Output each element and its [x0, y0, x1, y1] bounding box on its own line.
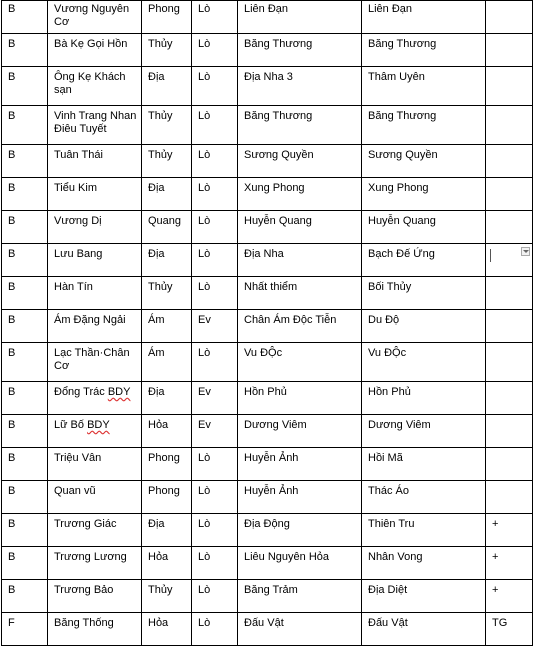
- table-cell[interactable]: [142, 613, 192, 646]
- table-cell[interactable]: [362, 310, 486, 343]
- table-row: [2, 145, 533, 178]
- cell-text: Huyễn Ảnh: [244, 452, 299, 464]
- table-cell[interactable]: [142, 448, 192, 481]
- table-row: [2, 244, 533, 277]
- text-cursor: [490, 249, 491, 262]
- table-cell[interactable]: [486, 106, 533, 145]
- table-cell[interactable]: [142, 514, 192, 547]
- table-cell[interactable]: [238, 178, 362, 211]
- cell-text: B: [8, 149, 16, 161]
- cell-text: B: [8, 215, 16, 227]
- cell-text: Địa Diệt: [368, 584, 408, 596]
- table-cell[interactable]: [48, 67, 142, 106]
- table-cell[interactable]: [238, 310, 362, 343]
- cell-text: Huyễn Quang: [368, 215, 436, 227]
- cell-text: Xung Phong: [244, 182, 305, 194]
- table-cell[interactable]: [238, 244, 362, 277]
- table-cell[interactable]: [238, 145, 362, 178]
- table-cell[interactable]: [142, 211, 192, 244]
- table-cell[interactable]: [142, 244, 192, 277]
- table-cell[interactable]: [142, 382, 192, 415]
- cell-text: B: [8, 281, 16, 293]
- cell-text: Phong: [148, 3, 180, 15]
- cell-text: B: [8, 248, 16, 260]
- table-cell[interactable]: [2, 547, 48, 580]
- table-cell[interactable]: [192, 244, 238, 277]
- cell-text: B: [8, 71, 16, 83]
- table-cell[interactable]: [192, 448, 238, 481]
- cell-text: Nhân Vong: [368, 551, 423, 563]
- table-cell[interactable]: [142, 1, 192, 34]
- cell-text: Ev: [198, 419, 211, 431]
- table-cell[interactable]: [48, 178, 142, 211]
- cell-text: B: [8, 347, 16, 359]
- cell-text: B: [8, 551, 16, 563]
- table-cell[interactable]: [142, 67, 192, 106]
- table-cell[interactable]: [2, 514, 48, 547]
- table-cell[interactable]: [238, 211, 362, 244]
- cell-text: Vương Nguyên Cơ: [54, 3, 130, 28]
- table-row: [2, 277, 533, 310]
- cell-text: Ám: [148, 347, 165, 359]
- table-row: [2, 481, 533, 514]
- table-cell[interactable]: [486, 34, 533, 67]
- table-cell[interactable]: [362, 382, 486, 415]
- spreadsheet-table: [1, 0, 533, 646]
- table-cell[interactable]: [142, 547, 192, 580]
- table-cell[interactable]: [362, 547, 486, 580]
- cell-text: Lò: [198, 617, 211, 629]
- table-cell[interactable]: [486, 514, 533, 547]
- table-cell[interactable]: [2, 244, 48, 277]
- dropdown-arrow-icon[interactable]: [521, 247, 530, 256]
- cell-text: Du Độ: [368, 314, 400, 326]
- table-cell[interactable]: [362, 277, 486, 310]
- table-cell[interactable]: [48, 106, 142, 145]
- cell-text: Lò: [198, 3, 211, 15]
- cell-text: B: [8, 314, 16, 326]
- table-cell[interactable]: [48, 211, 142, 244]
- table-row: [2, 211, 533, 244]
- table-cell[interactable]: [486, 415, 533, 448]
- cell-text: Tuân Thái: [54, 149, 103, 161]
- table-cell[interactable]: [192, 34, 238, 67]
- cell-text: Huyễn Ảnh: [244, 485, 299, 497]
- table-cell[interactable]: [2, 343, 48, 382]
- cell-text: Lò: [198, 38, 211, 50]
- table-cell[interactable]: [238, 34, 362, 67]
- cell-text: +: [492, 584, 499, 596]
- table-cell[interactable]: [48, 547, 142, 580]
- cell-text: Đấu Vật: [244, 617, 284, 629]
- cell-text: Hồn Phủ: [368, 386, 411, 398]
- table-cell[interactable]: [238, 382, 362, 415]
- table-cell[interactable]: [362, 145, 486, 178]
- cell-text: Vu ĐỘc: [244, 347, 283, 359]
- table-cell[interactable]: [2, 106, 48, 145]
- cell-text: Bà Kẹ Gọi Hồn: [54, 38, 128, 50]
- cell-text: B: [8, 518, 16, 530]
- table-row: [2, 178, 533, 211]
- cell-text: Ev: [198, 314, 211, 326]
- cell-text: Lò: [198, 347, 211, 359]
- table-cell[interactable]: [192, 67, 238, 106]
- table-cell[interactable]: [238, 448, 362, 481]
- table-cell[interactable]: [486, 547, 533, 580]
- cell-text: Địa: [148, 71, 165, 83]
- cell-text: Vu ĐỘc: [368, 347, 407, 359]
- table-row: [2, 415, 533, 448]
- cell-text: Thâm Uyên: [368, 71, 425, 83]
- table-cell[interactable]: [48, 415, 142, 448]
- cell-text: Băng Thương: [244, 38, 313, 50]
- cell-text: Thủy: [148, 149, 173, 161]
- table-cell[interactable]: [486, 67, 533, 106]
- table-cell[interactable]: [142, 481, 192, 514]
- cell-text: Chân Ám Độc Tiễn: [244, 314, 337, 326]
- cell-text: Băng Thương: [244, 110, 313, 122]
- table-cell[interactable]: [238, 580, 362, 613]
- table-cell[interactable]: [2, 448, 48, 481]
- table-cell[interactable]: [362, 67, 486, 106]
- cell-text: +: [492, 551, 499, 563]
- cell-text: Lò: [198, 584, 211, 596]
- table-cell[interactable]: [142, 178, 192, 211]
- table-cell[interactable]: [2, 67, 48, 106]
- cell-text: B: [8, 485, 16, 497]
- table-cell[interactable]: [192, 310, 238, 343]
- table-cell[interactable]: [486, 613, 533, 646]
- cell-text: Lưu Bang: [54, 248, 103, 260]
- table-cell[interactable]: [238, 106, 362, 145]
- cell-text: Hồi Mã: [368, 452, 403, 464]
- table-cell[interactable]: [2, 382, 48, 415]
- table-cell[interactable]: [142, 106, 192, 145]
- cell-text: Địa: [148, 248, 165, 260]
- table-cell[interactable]: [48, 481, 142, 514]
- table-cell[interactable]: [2, 481, 48, 514]
- cell-text: Thủy: [148, 110, 173, 122]
- cell-text: Thủy: [148, 281, 173, 293]
- table-cell[interactable]: [48, 310, 142, 343]
- table-cell[interactable]: [142, 580, 192, 613]
- cell-text: B: [8, 584, 16, 596]
- table-cell[interactable]: [238, 514, 362, 547]
- cell-text: Ám Đặng Ngải: [54, 314, 126, 326]
- cell-text: Trương Giác: [54, 518, 117, 530]
- cell-text: Huyễn Quang: [244, 215, 312, 227]
- cell-text: TG: [492, 617, 508, 629]
- table-row: [2, 67, 533, 106]
- table-cell[interactable]: [486, 277, 533, 310]
- table-cell[interactable]: [486, 310, 533, 343]
- cell-text: Thác Áo: [368, 485, 409, 497]
- table-row: [2, 343, 533, 382]
- table-cell[interactable]: [192, 1, 238, 34]
- table-row: [2, 580, 533, 613]
- cell-text: Địa Nha 3: [244, 71, 293, 83]
- table-cell[interactable]: [238, 343, 362, 382]
- table-cell[interactable]: [48, 448, 142, 481]
- table-cell[interactable]: [192, 415, 238, 448]
- cell-text: Băng Thương: [368, 38, 437, 50]
- cell-text: Địa Nha: [244, 248, 284, 260]
- cell-text: Thủy: [148, 584, 173, 596]
- cell-text: Ev: [198, 386, 211, 398]
- table-cell[interactable]: [362, 415, 486, 448]
- cell-text: Lò: [198, 71, 211, 83]
- cell-text: Băng Trảm: [244, 584, 298, 596]
- table-cell[interactable]: [362, 211, 486, 244]
- table-cell[interactable]: [48, 382, 142, 415]
- cell-text: Ông Kẹ Khách sạn: [54, 71, 126, 96]
- cell-text: F: [8, 617, 15, 629]
- cell-text: Phong: [148, 485, 180, 497]
- cell-text: Ám: [148, 314, 165, 326]
- cell-text: Sương Quyền: [244, 149, 314, 161]
- cell-text: Lò: [198, 281, 211, 293]
- cell-text: Hồn Phủ: [244, 386, 287, 398]
- table-cell[interactable]: [192, 580, 238, 613]
- cell-text: Địa Động: [244, 518, 290, 530]
- table-cell[interactable]: [486, 580, 533, 613]
- table-cell[interactable]: [238, 277, 362, 310]
- table-cell[interactable]: [362, 34, 486, 67]
- table-cell[interactable]: [48, 514, 142, 547]
- table-cell[interactable]: [192, 382, 238, 415]
- table-row: [2, 547, 533, 580]
- table-cell[interactable]: [486, 178, 533, 211]
- cell-text: Trương Lương: [54, 551, 127, 563]
- cell-text: B: [8, 110, 16, 122]
- table-cell[interactable]: [486, 481, 533, 514]
- table-cell[interactable]: [2, 34, 48, 67]
- table-cell[interactable]: [2, 580, 48, 613]
- table-cell[interactable]: [192, 343, 238, 382]
- cell-text: Liên Đạn: [368, 3, 413, 15]
- table-cell[interactable]: [142, 343, 192, 382]
- table-cell[interactable]: [192, 178, 238, 211]
- cell-text: Triệu Vân: [54, 452, 102, 464]
- table-cell[interactable]: [486, 382, 533, 415]
- cell-text: B: [8, 452, 16, 464]
- cell-text: Lò: [198, 149, 211, 161]
- cell-text: Hỏa: [148, 617, 169, 629]
- cell-text: Lữ Bố BDY: [54, 419, 110, 431]
- table-row: [2, 106, 533, 145]
- table-cell[interactable]: [2, 613, 48, 646]
- table-cell[interactable]: [362, 481, 486, 514]
- table-cell[interactable]: [238, 67, 362, 106]
- table-cell[interactable]: [238, 481, 362, 514]
- table-cell[interactable]: [486, 211, 533, 244]
- table-cell[interactable]: [486, 448, 533, 481]
- cell-text: Lò: [198, 248, 211, 260]
- table-cell[interactable]: [142, 310, 192, 343]
- cell-text: Băng Thương: [368, 110, 437, 122]
- cell-text: Bạch Đế Ứng: [368, 248, 435, 260]
- table-body: [2, 1, 533, 646]
- table-cell[interactable]: [142, 277, 192, 310]
- table-cell[interactable]: [192, 211, 238, 244]
- table-cell[interactable]: [142, 415, 192, 448]
- table-cell[interactable]: [486, 145, 533, 178]
- cell-text: B: [8, 3, 16, 15]
- table-cell[interactable]: [362, 1, 486, 34]
- table-row: [2, 1, 533, 34]
- cell-text: Địa: [148, 182, 165, 194]
- table-cell[interactable]: [142, 145, 192, 178]
- table-cell[interactable]: [2, 415, 48, 448]
- cell-text: Đổng Trác BDY: [54, 386, 131, 398]
- cell-text: Trương Bảo: [54, 584, 114, 596]
- table-cell[interactable]: [362, 106, 486, 145]
- table-cell[interactable]: [192, 481, 238, 514]
- table-row: [2, 448, 533, 481]
- table-cell[interactable]: [2, 211, 48, 244]
- table-cell[interactable]: [238, 415, 362, 448]
- table-cell[interactable]: [362, 244, 486, 277]
- table-cell[interactable]: [48, 1, 142, 34]
- cell-text: B: [8, 38, 16, 50]
- cell-text: Băng Thống: [54, 617, 114, 629]
- table-cell[interactable]: [238, 1, 362, 34]
- cell-text: Lò: [198, 182, 211, 194]
- table-cell[interactable]: [48, 244, 142, 277]
- cell-text: Quang: [148, 215, 182, 227]
- table-cell[interactable]: [2, 277, 48, 310]
- cell-text: Lạc Thần·Chân Cơ: [54, 347, 130, 372]
- table-row: [2, 514, 533, 547]
- cell-text: Quan vũ: [54, 485, 96, 497]
- cell-text: Lò: [198, 110, 211, 122]
- cell-text: Bối Thủy: [368, 281, 412, 293]
- cell-text: Địa: [148, 386, 165, 398]
- table-row: [2, 310, 533, 343]
- cell-text: Xung Phong: [368, 182, 429, 194]
- cell-text: Phong: [148, 452, 180, 464]
- table-cell[interactable]: [362, 613, 486, 646]
- table-cell[interactable]: [362, 448, 486, 481]
- table-cell[interactable]: [48, 145, 142, 178]
- table-cell[interactable]: [486, 343, 533, 382]
- table-cell[interactable]: [362, 178, 486, 211]
- cell-text: Vương Dị: [54, 215, 102, 227]
- cell-text: Thủy: [148, 38, 173, 50]
- table-cell[interactable]: [362, 580, 486, 613]
- table-cell[interactable]: [192, 145, 238, 178]
- table-cell[interactable]: [362, 343, 486, 382]
- table-cell[interactable]: [486, 244, 533, 277]
- table-cell[interactable]: [192, 106, 238, 145]
- cell-text: Dương Viêm: [244, 419, 307, 431]
- cell-text: Liên Đạn: [244, 3, 289, 15]
- cell-text: Địa: [148, 518, 165, 530]
- cell-text: Tiểu Kim: [54, 182, 97, 194]
- cell-text: Lò: [198, 215, 211, 227]
- cell-text: Lò: [198, 452, 211, 464]
- table-cell[interactable]: [2, 1, 48, 34]
- table-cell[interactable]: [192, 613, 238, 646]
- cell-text: Vinh Trang Nhan Điêu Tuyết: [54, 110, 137, 135]
- cell-text: Hàn Tín: [54, 281, 93, 293]
- table-cell[interactable]: [362, 514, 486, 547]
- cell-text: Liêu Nguyên Hỏa: [244, 551, 330, 563]
- table-cell[interactable]: [192, 514, 238, 547]
- table-row: [2, 382, 533, 415]
- cell-text: Hỏa: [148, 419, 169, 431]
- cell-text: Hỏa: [148, 551, 169, 563]
- cell-text: Nhất thiểm: [244, 281, 298, 293]
- table-cell[interactable]: [2, 178, 48, 211]
- cell-text: Đấu Vật: [368, 617, 408, 629]
- cell-text: Lò: [198, 518, 211, 530]
- cell-text: +: [492, 518, 499, 530]
- table-row: [2, 613, 533, 646]
- table-cell[interactable]: [238, 613, 362, 646]
- cell-text: Dương Viêm: [368, 419, 431, 431]
- table-cell[interactable]: [48, 277, 142, 310]
- table-cell[interactable]: [48, 34, 142, 67]
- table-cell[interactable]: [486, 1, 533, 34]
- cell-text: Lò: [198, 551, 211, 563]
- table-cell[interactable]: [142, 34, 192, 67]
- table-cell[interactable]: [2, 310, 48, 343]
- cell-text: Lò: [198, 485, 211, 497]
- cell-text: Thiên Tru: [368, 518, 415, 530]
- table-cell[interactable]: [48, 343, 142, 382]
- table-cell[interactable]: [192, 277, 238, 310]
- cell-text: B: [8, 419, 16, 431]
- table-row: [2, 34, 533, 67]
- cell-text: Sương Quyền: [368, 149, 438, 161]
- table-cell[interactable]: [2, 145, 48, 178]
- cell-text: B: [8, 386, 16, 398]
- table-cell[interactable]: [48, 613, 142, 646]
- table-cell[interactable]: [48, 580, 142, 613]
- table-cell[interactable]: [192, 547, 238, 580]
- cell-text: B: [8, 182, 16, 194]
- table-cell[interactable]: [238, 547, 362, 580]
